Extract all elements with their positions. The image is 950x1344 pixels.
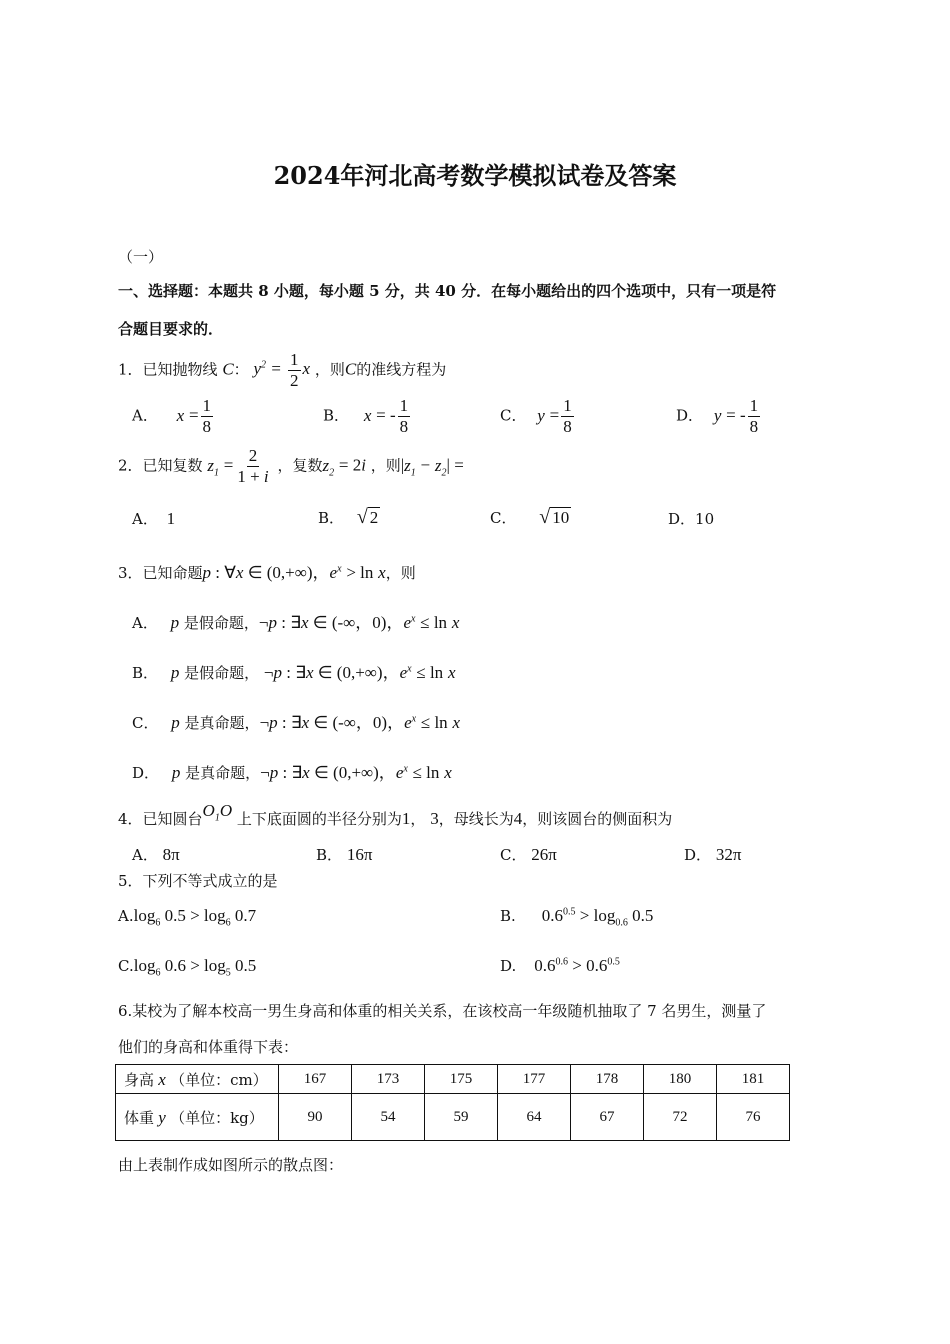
q4-suffix: ，则该圆台的侧面积为	[522, 810, 673, 828]
q3-then: ，则	[385, 564, 416, 582]
q2-option-b[interactable]: B． √ 2	[318, 506, 379, 528]
option-letter: D．10	[668, 510, 715, 528]
data-table	[115, 1064, 790, 1141]
q5-option-c[interactable]: $C.\log_6$ $0.6 > \log_5 0.5$	[118, 956, 257, 979]
option-letter: A.	[118, 907, 134, 925]
option-letter: A．	[132, 614, 158, 632]
q3-option-a[interactable]: A． p 是假命题，¬p : ∃x ∈ (-∞，0)，$e^x \le \ln x$	[132, 613, 460, 632]
q4-value-a: 8π	[162, 845, 180, 864]
table-cell: 178	[571, 1065, 644, 1094]
q2-option-a[interactable]	[132, 508, 175, 529]
q3-false-word: 是假命题，	[183, 614, 259, 632]
table-cell: 76	[717, 1094, 790, 1141]
q2-option-c[interactable]: C． √ 10	[490, 506, 570, 528]
section-heading: 一、选择题：本题共 8 小题，每小题 5 分，共 40 分．在每小题给出的四个选项中，只有一项是符	[118, 282, 777, 300]
q3-prefix: 3．已知命题	[118, 564, 203, 582]
q1-option-b[interactable]: B． x = - $\frac{1}{8}$	[323, 396, 409, 436]
q2-value-c: 10	[552, 508, 570, 527]
q1-curve-name: C	[222, 359, 234, 379]
question-3: 3．已知命题p : ∀x ∈ (0,+∞)，$e^x > \ln x$，则	[118, 563, 416, 582]
table-cell: 59	[425, 1094, 498, 1141]
q4-option-d[interactable]	[684, 844, 741, 865]
question-5: 5．下列不等式成立的是	[118, 872, 278, 890]
q3-option-b[interactable]: B． p 是假命题， ¬p : ∃x ∈ (0,+∞)，$e^x \le \ln x$	[132, 663, 456, 682]
q6-after-text: 由上表制作成如图所示的散点图：	[118, 1156, 344, 1174]
q1-option-d[interactable]: D． y = - $\frac{1}{8}$	[676, 396, 759, 436]
table-cell: 167	[279, 1065, 352, 1094]
q4-prefix: 4．已知圆台	[118, 810, 203, 828]
option-letter: B．	[316, 846, 343, 864]
q2-prefix: 2．已知复数	[118, 456, 203, 475]
q1-colon: ：	[233, 360, 249, 379]
table-header-weight: 体重 y （单位：kg）	[116, 1094, 279, 1141]
option-letter: B．	[323, 406, 350, 425]
part-label: （一）	[118, 248, 164, 266]
question-1	[118, 350, 446, 391]
table-cell: 180	[644, 1065, 717, 1094]
q1-curve-name-2: C	[344, 359, 357, 379]
question-4: 4．已知圆台$O_1O$ 上下底面圆的半径分别为1， 3，母线长为4，则该圆台的侧面积为	[118, 801, 673, 828]
page-title: 2024年河北高考数学模拟试卷及答案	[273, 161, 677, 190]
q4-l: 4	[513, 809, 523, 828]
table-header-height: 身高 x （单位：cm）	[116, 1065, 279, 1094]
q3-true-word: 是真命题，	[185, 764, 261, 782]
q4-value-b: 16π	[346, 845, 373, 864]
table-cell: 175	[425, 1065, 498, 1094]
q1-equation: $y^2$ = $\frac{1}{2}$ x	[253, 350, 311, 390]
q2-then: ，则	[370, 456, 401, 475]
table-row	[116, 1065, 790, 1094]
option-letter: B．	[318, 509, 345, 527]
q2-value-b: 2	[369, 508, 379, 527]
q3-option-c[interactable]: C． p 是真命题，¬p : ∃x ∈ (-∞，0)，$e^x \le \ln x$	[132, 713, 461, 732]
option-letter: D．	[132, 764, 160, 782]
q1-option-a[interactable]: A． x = $\frac{1}{8}$	[132, 396, 212, 436]
option-letter: D．	[676, 406, 704, 425]
q1-prefix: 1．已知抛物线	[118, 360, 218, 379]
q1-suffix2: 的准线方程为	[356, 360, 447, 379]
option-letter: C．	[490, 509, 517, 527]
question-6: 6.某校为了解本校高一男生身高和体重的相关关系，在该校高一年级随机抽取了 7 名男生，测量了	[118, 1002, 767, 1020]
table-cell: 177	[498, 1065, 571, 1094]
option-letter: D．	[684, 846, 712, 864]
q2-value-a: 1	[166, 509, 176, 528]
option-letter: C．	[500, 406, 527, 425]
q3-true-word: 是真命题，	[184, 714, 260, 732]
q4-option-a[interactable]	[132, 844, 180, 865]
q1-option-c[interactable]: C． y = $\frac{1}{8}$	[500, 396, 572, 436]
question-6-cont: 他们的身高和体重得下表：	[118, 1038, 299, 1056]
option-letter: C．	[132, 714, 159, 732]
q4-option-b[interactable]	[316, 844, 372, 865]
table-cell: 72	[644, 1094, 717, 1141]
table-cell: 181	[717, 1065, 790, 1094]
q2-option-d[interactable]	[668, 508, 714, 529]
option-letter: A．	[132, 846, 158, 864]
q4-option-c[interactable]	[500, 844, 557, 865]
table-cell: 67	[571, 1094, 644, 1141]
table-cell: 54	[352, 1094, 425, 1141]
q4-r2: 3	[430, 809, 439, 828]
q4-value-d: 32π	[715, 845, 742, 864]
option-letter: A．	[132, 510, 158, 528]
q4-comma: ，	[410, 810, 426, 828]
q4-mid1: 上下底面圆的半径分别为	[236, 810, 402, 828]
q3-option-d[interactable]: D． p 是真命题，¬p : ∃x ∈ (0,+∞)，$e^x \le \ln x$	[132, 763, 452, 782]
table-cell: 173	[352, 1065, 425, 1094]
section-heading-cont: 合题目要求的．	[118, 320, 224, 338]
option-letter: D.	[500, 957, 517, 975]
q1-suffix: ，则	[314, 360, 345, 379]
option-letter: B．	[132, 664, 159, 682]
q5-option-b[interactable]: B. $0.6^{0.5} > \log_{0.6} 0.5$	[500, 906, 654, 929]
option-letter: C.	[118, 957, 134, 975]
q5-option-a[interactable]: $A.\log_6$ $0.5 > \log_6 0.7$	[118, 906, 257, 929]
q4-mid2: ，母线长为	[438, 810, 514, 828]
q3-false-word: 是假命题，	[184, 664, 260, 682]
q2-mid: ，复数	[277, 456, 323, 475]
table-cell: 90	[279, 1094, 352, 1141]
question-2: 2．已知复数 $z_1$ = $\frac{2}{1 + i}$ ，复数$z_2 = 2i$ ，则$|z_1 - z_2|$ =	[118, 446, 464, 486]
option-letter: A．	[132, 406, 158, 425]
table-row	[116, 1094, 790, 1141]
q5-option-d[interactable]: D. $0.6^{0.6} > 0.6^{0.5}$	[500, 956, 620, 975]
table-cell: 64	[498, 1094, 571, 1141]
q4-value-c: 26π	[531, 845, 557, 864]
option-letter: B.	[500, 907, 516, 925]
q4-r1: 1	[401, 809, 411, 828]
option-letter: C．	[500, 846, 527, 864]
